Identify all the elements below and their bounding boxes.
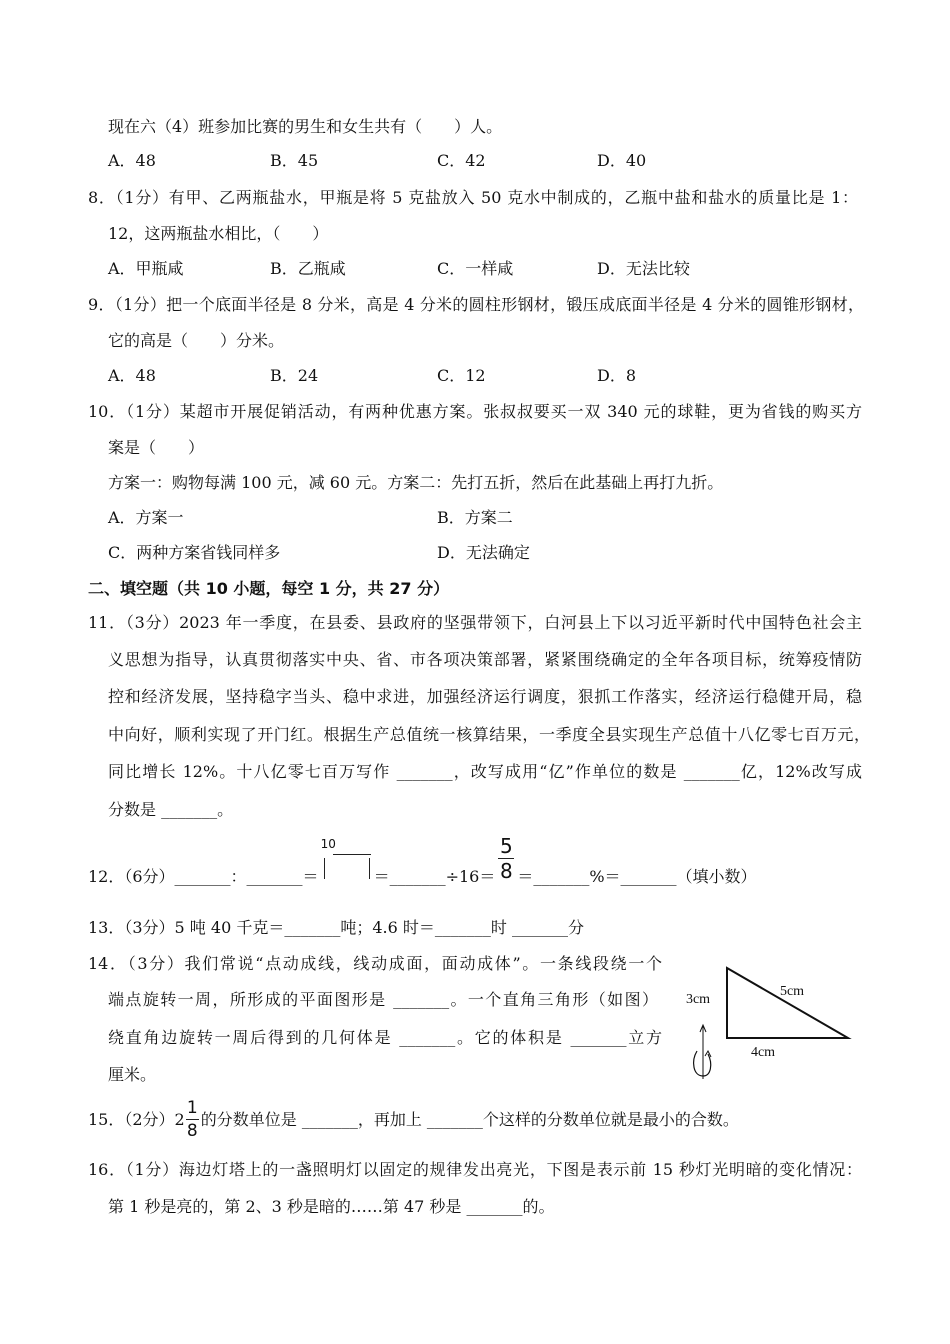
q9-stem-line-2: 它的高是（ ）分米。 [108,331,285,350]
section-heading-fill-in: 二、填空题（共 10 小题，每空 1 分，共 27 分） [88,579,450,598]
q12-fraction-5-8 [498,834,514,883]
q10-option-a: A．方案一 [108,508,184,527]
q9-stem-line-1: 9．（1分）把一个底面半径是 8 分米，高是 4 分米的圆柱形钢材，锻压成底面半径是 4 分米的圆锥形钢材， [88,295,864,314]
q13-stem: 13．（3分）5 吨 40 千克＝_______吨；4.6 时＝_______时 _______分 [88,918,584,937]
q8-option-c: C．一样咸 [437,259,514,278]
q10-option-b: B．方案二 [437,508,513,527]
q9-option-d: D．8 [597,366,637,385]
q11-stem-line-5: 同比增长 12%。十八亿零七百万写作 _______，改写成用“亿”作单位的数是 _______亿，12%改写成 [108,762,862,781]
q11-stem-line-3: 控和经济发展，坚持稳字当头、稳中求进，加强经济运行调度，狠抓工作落实，经济运行稳健开局，稳 [108,687,862,706]
q8-option-a: A．甲瓶咸 [108,259,184,278]
right-triangle [727,968,848,1038]
label-hypotenuse: 5cm [779,984,805,999]
q7-option-c: C．42 [437,151,486,170]
q16-stem-line-1: 16．（1分）海边灯塔上的一盏照明灯以固定的规律发出亮光，下图是表示前 15 秒灯光明暗的变化情况： [88,1160,862,1179]
q15-fraction-1-8 [186,1097,199,1142]
fraction-numerator: 5 [499,834,513,858]
fraction-denominator-blank [324,858,370,879]
fraction-numerator: 1 [186,1098,198,1118]
q10-option-c: C．两种方案省钱同样多 [108,543,281,562]
q12-fraction-10-over-blank [321,835,371,880]
q14-triangle-figure [670,955,860,1085]
q11-stem-line-4: 中向好，顺利实现了开门红。根据生产总值统一核算结果，一季度全县实现生产总值十八亿零七百万元， [108,725,870,744]
q7-stem-continuation: 现在六（4）班参加比赛的男生和女生共有（ ）人。 [108,117,503,136]
q16-stem-line-2: 第 1 秒是亮的，第 2、3 秒是暗的……第 47 秒是 _______的。 [108,1197,555,1216]
q9-option-a: A．48 [108,366,156,385]
q15-prefix: 15．（2分）2 [88,1110,185,1129]
label-horizontal-leg: 4cm [750,1045,776,1060]
q11-stem-line-2: 义思想为指导，认真贯彻落实中央、省、市各项决策部署，紧紧围绕确定的全年各项目标，统筹疫情防 [108,650,862,669]
q8-option-b: B．乙瓶咸 [270,259,346,278]
q8-stem-line-2: 12，这两瓶盐水相比，（ ） [108,224,329,243]
q10-plans: 方案一：购物每满 100 元，减 60 元。方案二：先打五折，然后在此基础上再打九折。 [108,473,724,492]
q14-stem-line-4: 厘米。 [108,1065,157,1084]
q9-option-b: B．24 [270,366,319,385]
q12-part-1: _______：_______＝ [174,867,319,886]
q7-option-d: D．40 [597,151,647,170]
q15-rest: 的分数单位是 _______，再加上 _______个这样的分数单位就是最小的合数。 [200,1110,739,1129]
q12-row [88,830,757,890]
fraction-denominator: 8 [186,1121,198,1141]
q14-stem-line-1: 14．（3分）我们常说“点动成线，线动成面，面动成体”。一条线段绕一个 [88,954,662,973]
rotation-arrow-icon [694,1051,711,1076]
q7-option-b: B．45 [270,151,319,170]
q14-stem-line-3: 绕直角边旋转一周后得到的几何体是 _______。它的体积是 _______立方 [108,1028,662,1047]
q10-stem-line-2: 案是（ ） [108,438,205,457]
q8-option-d: D．无法比较 [597,259,690,278]
fraction-bar [333,854,371,855]
fraction-numerator: 10 [320,837,336,851]
q10-option-d: D．无法确定 [437,543,530,562]
q11-stem-line-1: 11．（3分）2023 年一季度，在县委、县政府的坚强带领下，白河县上下以习近平新时代中国特色社会主 [88,613,862,632]
q11-stem-line-6: 分数是 _______。 [108,800,234,819]
q9-option-c: C．12 [437,366,486,385]
q12-part-2: ＝_______÷16＝ [373,867,496,886]
q12-number: 12．（6分） [88,867,175,886]
q7-option-a: A．48 [108,151,156,170]
q10-stem-line-1: 10．（1分）某超市开展促销活动，有两种优惠方案。张叔叔要买一双 340 元的球鞋，更为省钱的购买方 [88,402,862,421]
q15-row [88,1095,739,1145]
q14-stem-line-2: 端点旋转一周，所形成的平面图形是 _______。一个直角三角形（如图） [108,990,658,1009]
q12-part-3: ＝_______%＝_______（填小数） [517,867,757,886]
fraction-denominator: 8 [499,859,513,883]
label-vertical-leg: 3cm [685,992,711,1007]
q8-stem-line-1: 8．（1分）有甲、乙两瓶盐水，甲瓶是将 5 克盐放入 50 克水中制成的，乙瓶中盐和盐水的质量比是 1： [88,188,858,207]
